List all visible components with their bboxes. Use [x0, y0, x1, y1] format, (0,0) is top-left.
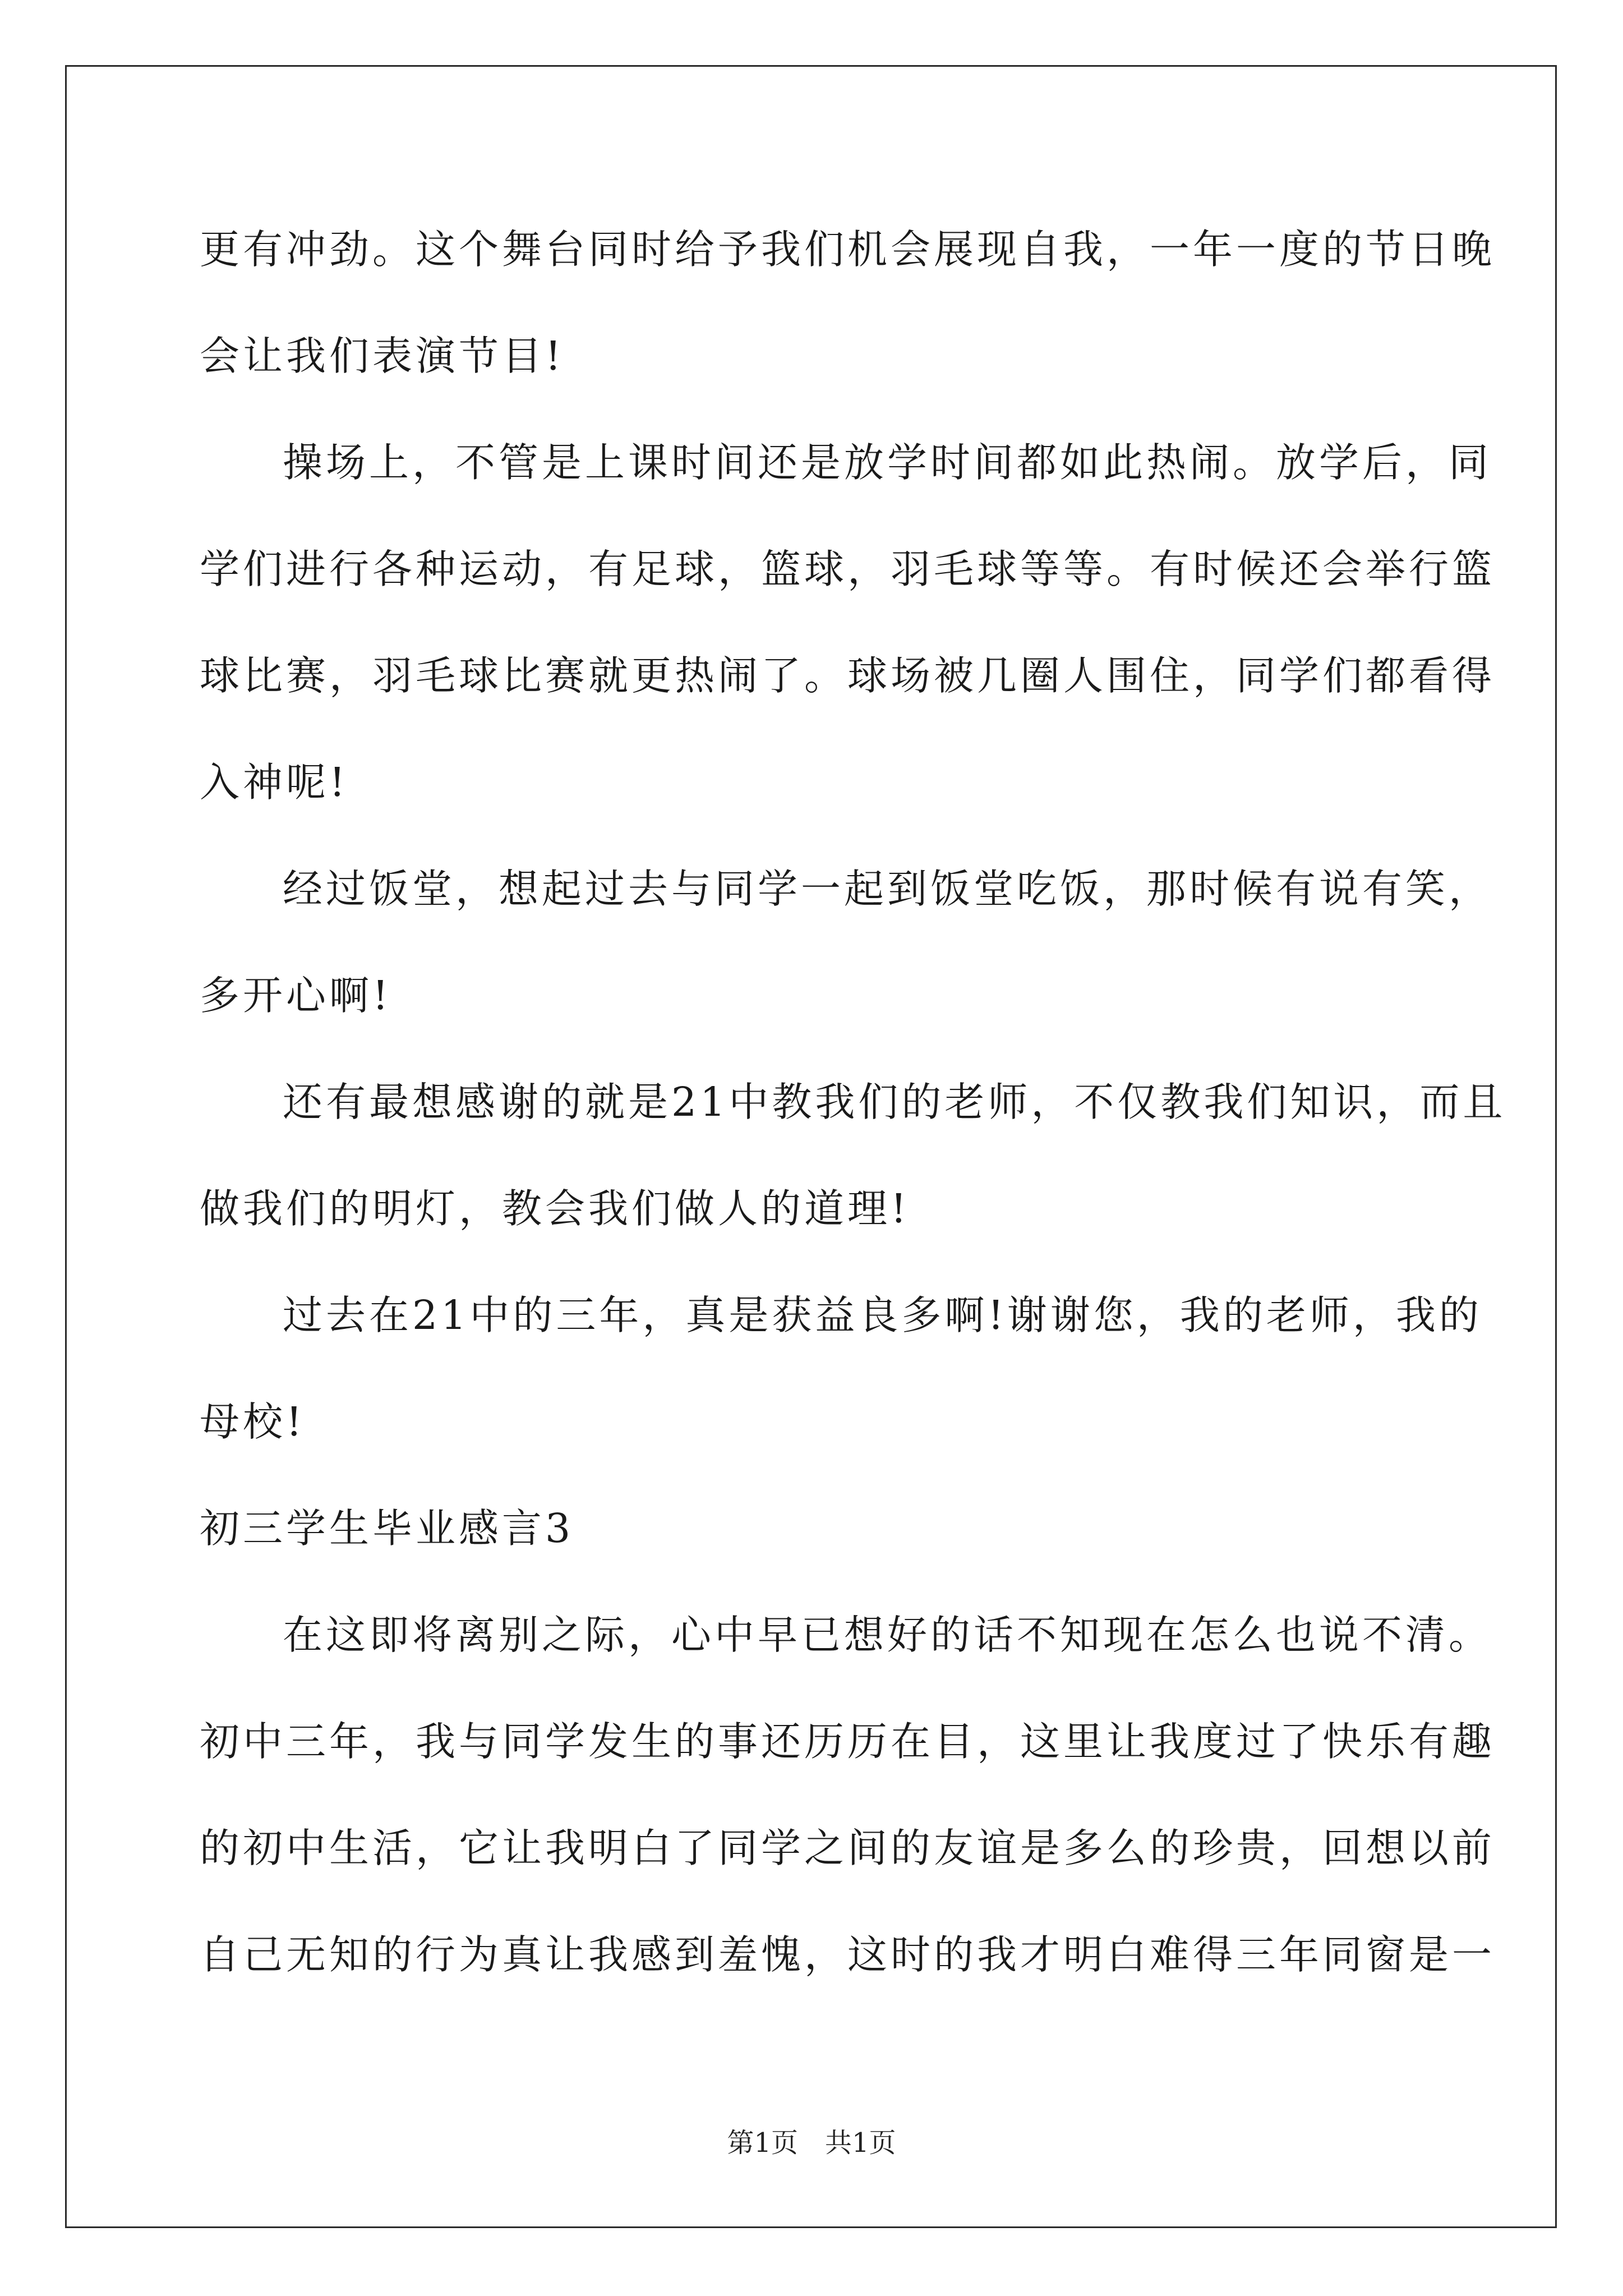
text-line: 过去在21中的三年，真是获益良多啊!谢谢您，我的老师，我的 [283, 1292, 1482, 1338]
page-number: 第1页 共1页 [727, 2127, 896, 2159]
text-line: 经过饭堂，想起过去与同学一起到饭堂吃饭，那时候有说有笑， [283, 866, 1492, 912]
text-line: 自己无知的行为真让我感到羞愧，这时的我才明白难得三年同窗是一 [200, 1931, 1496, 1978]
text-line: 入神呢! [200, 759, 349, 806]
text-line: 在这即将离别之际，心中早已想好的话不知现在怎么也说不清。 [283, 1612, 1492, 1658]
text-line: 更有冲劲。这个舞台同时给予我们机会展现自我，一年一度的节日晚 [200, 226, 1496, 273]
text-line: 还有最想感谢的就是21中教我们的老师，不仅教我们知识，而且 [283, 1079, 1506, 1125]
text-line: 学们进行各种运动，有足球，篮球，羽毛球等等。有时候还会举行篮 [200, 546, 1496, 592]
text-line: 会让我们表演节目! [200, 333, 565, 379]
text-line: 做我们的明灯，教会我们做人的道理! [200, 1185, 910, 1232]
text-line: 母校! [200, 1398, 306, 1445]
text-line: 的初中生活，它让我明白了同学之间的友谊是多么的珍贵，回想以前 [200, 1825, 1496, 1871]
section-heading: 初三学生毕业感言3 [200, 1505, 574, 1552]
text-line: 多开心啊! [200, 972, 392, 1019]
text-line: 球比赛，羽毛球比赛就更热闹了。球场被几圈人围住，同学们都看得 [200, 652, 1496, 699]
text-line: 初中三年，我与同学发生的事还历历在目，这里让我度过了快乐有趣 [200, 1718, 1496, 1765]
text-line: 操场上，不管是上课时间还是放学时间都如此热闹。放学后，同 [283, 439, 1492, 486]
